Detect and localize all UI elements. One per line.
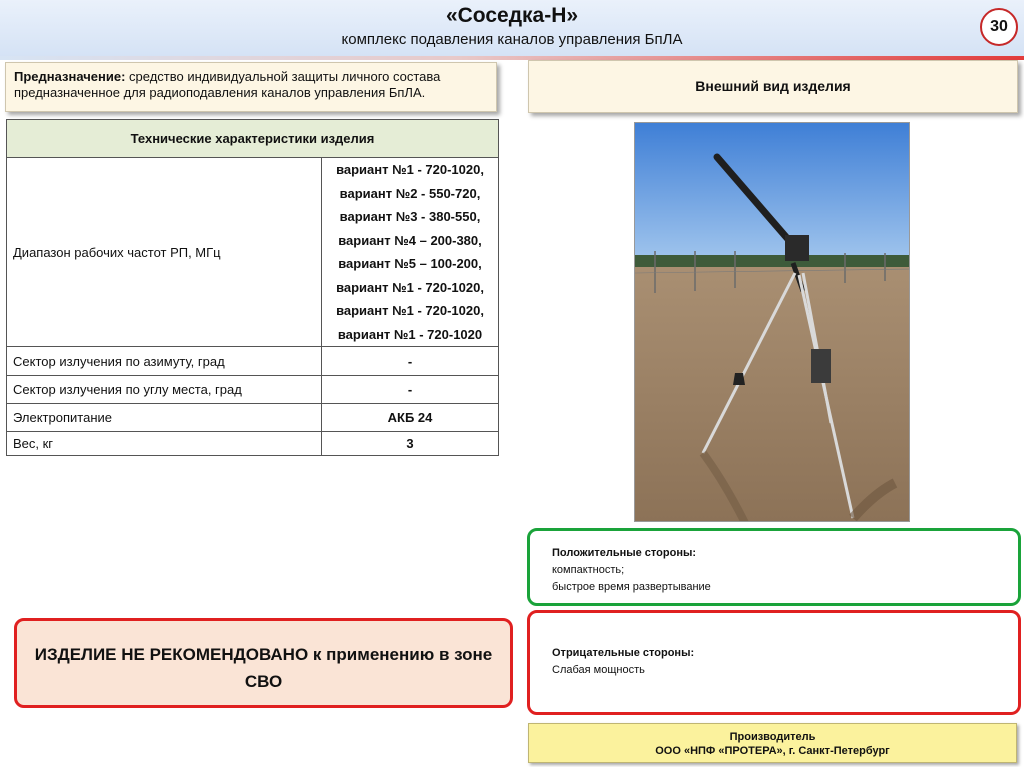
positive-item: быстрое время развертывание — [552, 581, 711, 593]
manufacturer-box — [528, 723, 1017, 763]
slide-title: «Соседка-Н» — [445, 4, 579, 27]
specs-table-header: Технические характеристики изделия — [7, 120, 499, 158]
page-number-badge: 30 — [980, 8, 1018, 46]
weight-label: Вес, кг — [7, 432, 322, 456]
specs-table — [6, 119, 499, 456]
freq-variant: вариант №2 - 550-720, — [339, 185, 481, 201]
freq-range-label: Диапазон рабочих частот РП, МГц — [7, 158, 322, 347]
negative-item: Слабая мощность — [552, 664, 645, 676]
freq-variant: вариант №3 - 380-550, — [339, 209, 481, 224]
weight-value: 3 — [322, 432, 499, 456]
not-recommended-warning: ИЗДЕЛИЕ НЕ РЕКОМЕНДОВАНО к применению в зоне СВО — [14, 618, 513, 708]
negative-sides-box — [527, 610, 1021, 715]
power-supply-value: АКБ 24 — [322, 404, 499, 432]
elevation-sector-label: Сектор излучения по углу места, град — [7, 376, 322, 404]
freq-variant: вариант №5 – 100-200, — [338, 256, 482, 271]
negative-sides-title: Отрицательные стороны: — [552, 647, 695, 659]
azimuth-sector-value: - — [322, 347, 499, 376]
purpose-label: Предназначение: — [14, 69, 126, 84]
freq-variant: вариант №1 - 720-1020, — [336, 279, 484, 295]
positive-sides-box — [527, 528, 1021, 606]
appearance-title: Внешний вид изделия — [528, 60, 1018, 113]
product-photo — [634, 122, 910, 522]
power-supply-label: Электропитание — [7, 404, 322, 432]
manufacturer-name: ООО «НПФ «ПРОТЕРА», г. Санкт-Петербург — [655, 745, 890, 757]
slide-subtitle: комплекс подавления каналов управления БпЛА — [341, 31, 683, 48]
positive-sides-title: Положительные стороны: — [552, 547, 697, 559]
freq-variant: вариант №1 - 720-1020, — [336, 162, 484, 177]
freq-variant: вариант №1 - 720-1020 — [337, 326, 483, 342]
freq-range-values — [322, 158, 499, 347]
azimuth-sector-label: Сектор излучения по азимуту, град — [7, 347, 322, 376]
purpose-text: средство индивидуальной защиты личного состава предназначенное для радиоподавления каналов управления БпЛА. — [14, 69, 441, 100]
freq-variant: вариант №1 - 720-1020, — [336, 303, 484, 318]
manufacturer-label: Производитель — [729, 731, 816, 743]
positive-item: компактность; — [552, 564, 625, 576]
purpose-box — [5, 62, 497, 112]
freq-variant: вариант №4 – 200-380, — [338, 232, 482, 248]
elevation-sector-value: - — [322, 376, 499, 404]
